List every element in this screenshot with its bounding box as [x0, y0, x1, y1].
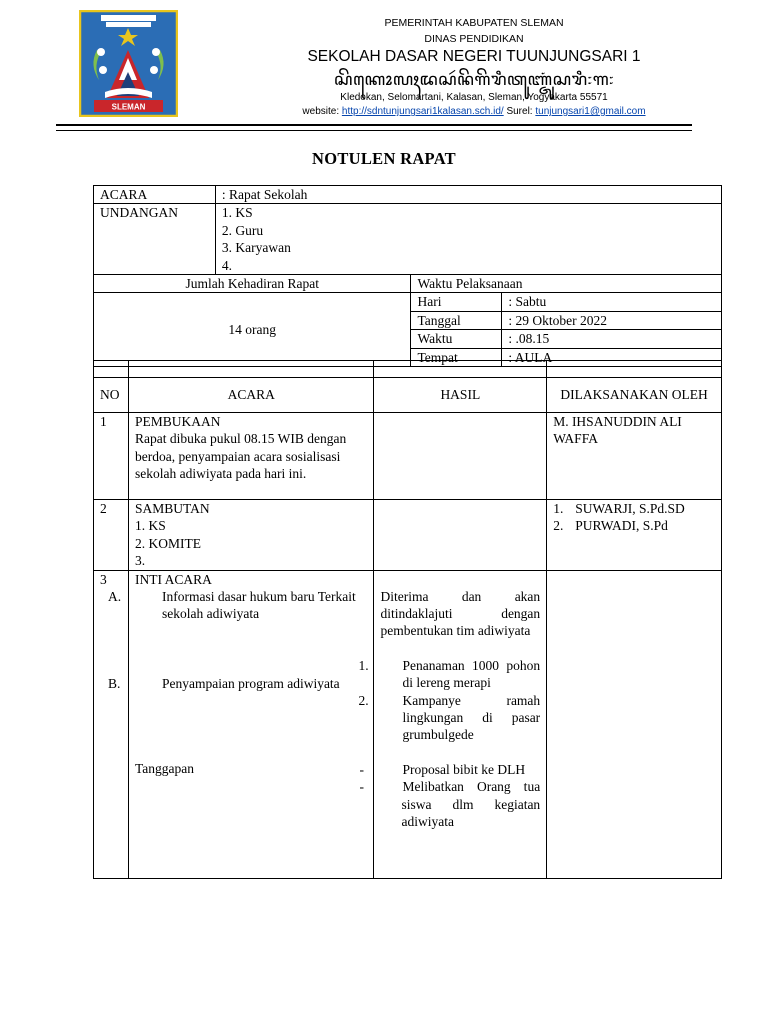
hasil-b-item: [358, 692, 541, 744]
col-header-dilaksanakan-oleh: DILAKSANAKAN OLEH: [547, 378, 722, 413]
letterhead-department: DINAS PENDIDIKAN: [424, 33, 524, 45]
spacer-cell: [547, 361, 722, 378]
surel-label: Surel:: [503, 106, 536, 117]
undangan-item: 1. KS: [221, 205, 253, 221]
kehadiran-header-row: [94, 275, 722, 293]
acara-label: ACARA: [94, 186, 216, 204]
item-text: Penyampaian program adiwiyata: [161, 675, 340, 691]
waktu-pelaksanaan-label: Waktu Pelaksanaan: [411, 275, 722, 293]
tanggapan-label: Tanggapan: [134, 761, 195, 777]
waktu-value: : .08.15: [502, 330, 722, 348]
letterhead-rule-thick: [56, 124, 692, 126]
tanggapan-hasil-item: [359, 761, 540, 778]
dash-marker: -: [359, 779, 364, 795]
acara-cell: [128, 500, 373, 571]
waktu-label: Waktu: [411, 330, 502, 348]
item-text: Penanaman 1000 pohon di lereng merapi: [402, 657, 541, 691]
logo-text: SLEMAN: [111, 102, 146, 112]
letterhead-rule-thin: [56, 130, 692, 131]
item-text: Melibatkan Orang tua siswa dlm kegiatan adiwiyata: [401, 779, 541, 830]
tempat-label: Tempat: [411, 348, 502, 366]
letterhead-school-name: SEKOLAH DASAR NEGERI TUUNJUNGSARI 1: [307, 48, 641, 65]
agenda-table: [93, 360, 722, 879]
acara-title: INTI ACARA: [134, 571, 212, 587]
agenda-row-sambutan: [94, 500, 722, 571]
undangan-item: 2. Guru: [221, 222, 264, 238]
undangan-item: 4.: [221, 257, 233, 273]
speaker-item: [553, 517, 715, 534]
undangan-row: [94, 204, 722, 275]
acara-value: : Rapat Sekolah: [215, 186, 721, 204]
hasil-cell: [374, 500, 547, 571]
letterhead-contact: [180, 106, 768, 117]
oleh-cell: [547, 570, 722, 878]
tanggal-value: : 29 Oktober 2022: [502, 311, 722, 329]
speaker-number: 1.: [553, 501, 564, 516]
sleman-regency-logo: [79, 10, 178, 117]
item-text: Kampanye ramah lingkungan di pasar grumbulgede: [402, 692, 541, 743]
sambutan-item: 1. KS: [134, 518, 166, 534]
spacer-row: [94, 361, 722, 378]
item-marker: A.: [107, 589, 122, 605]
jumlah-kehadiran-label: Jumlah Kehadiran Rapat: [94, 275, 411, 293]
item-marker: B.: [107, 675, 121, 691]
tempat-value: : AULA: [502, 348, 722, 366]
col-header-hasil: HASIL: [374, 378, 547, 413]
undangan-item: 3. Karyawan: [221, 240, 291, 256]
spacer-cell: [94, 361, 129, 378]
hari-value: : Sabtu: [502, 293, 722, 311]
email-link[interactable]: tunjungsari1@gmail.com: [535, 106, 646, 117]
row-number: 1: [94, 413, 129, 500]
acara-cell: [128, 413, 373, 500]
website-link[interactable]: http://sdntunjungsari1kalasan.sch.id/: [341, 106, 504, 117]
acara-title: SAMBUTAN: [134, 501, 210, 516]
sambutan-item: 3.: [134, 553, 146, 569]
oleh-cell: [547, 500, 722, 571]
agenda-item-a: [107, 588, 367, 623]
hasil-cell: [374, 413, 547, 500]
dash-marker: -: [359, 761, 364, 777]
hari-label: Hari: [411, 293, 502, 311]
letterhead-address: Kledokan, Selomartani, Kalasan, Sleman, Yogyakarta 55571: [340, 92, 608, 103]
jumlah-kehadiran-value: 14 orang: [94, 293, 411, 367]
undangan-list: [215, 204, 721, 275]
acara-row: [94, 186, 722, 204]
letterhead-javanese-script: ꦱꦼꦏꦺꦴꦭꦃꦢꦱꦂꦤꦼꦒꦼꦫꦶꦠꦸꦚ꧀ꦗꦸꦁꦱꦫꦶ꧇꧑꧇: [333, 70, 615, 90]
acara-cell: [107, 570, 373, 878]
speaker-name: PURWADI, S.Pd: [575, 518, 668, 534]
tanggal-label: Tanggal: [411, 311, 502, 329]
speaker-number: 2.: [553, 518, 564, 534]
meeting-info-table: [93, 185, 722, 367]
hasil-a: Diterima dan akan ditindaklajuti dengan pembentukan tim adiwiyata: [380, 588, 541, 639]
letterhead-government: PEMERINTAH KABUPATEN SLEMAN: [384, 17, 564, 29]
sambutan-item: 2. KOMITE: [134, 535, 201, 551]
item-number: 2.: [358, 692, 369, 708]
undangan-label: UNDANGAN: [94, 204, 216, 275]
speaker-name: SUWARJI, S.Pd.SD: [575, 501, 685, 516]
oleh-cell: M. IHSANUDDIN ALI WAFFA: [547, 413, 722, 500]
item-text: Proposal bibit ke DLH: [402, 761, 526, 777]
hari-row: [94, 293, 722, 311]
spacer-cell: [128, 361, 373, 378]
spacer-cell: [374, 361, 547, 378]
acara-title: PEMBUKAAN: [134, 414, 221, 429]
agenda-row-pembukaan: [94, 413, 722, 500]
hasil-b-item: [358, 657, 541, 692]
agenda-item-b: [107, 675, 367, 692]
website-label: website:: [302, 106, 342, 117]
agenda-row-inti-acara: [94, 570, 722, 878]
tanggapan-hasil-list: [359, 761, 541, 831]
tanggapan-hasil-item: [359, 778, 541, 830]
row-number: 3: [94, 570, 129, 878]
hasil-cell: [358, 570, 547, 878]
item-number: 1.: [358, 657, 369, 673]
col-header-no: NO: [94, 378, 129, 413]
item-text: Informasi dasar hukum baru Terkait sekolah adiwiyata: [161, 589, 356, 622]
agenda-header-row: [94, 378, 722, 413]
document-title: NOTULEN RAPAT: [311, 149, 456, 168]
row-number: 2: [94, 500, 129, 571]
acara-description: Rapat dibuka pukul 08.15 WIB dengan berdoa, penyampaian acara sosialisasi sekolah adiwiyata pada hari ini.: [134, 431, 347, 482]
col-header-acara: ACARA: [128, 378, 373, 413]
speaker-item: [553, 500, 715, 517]
